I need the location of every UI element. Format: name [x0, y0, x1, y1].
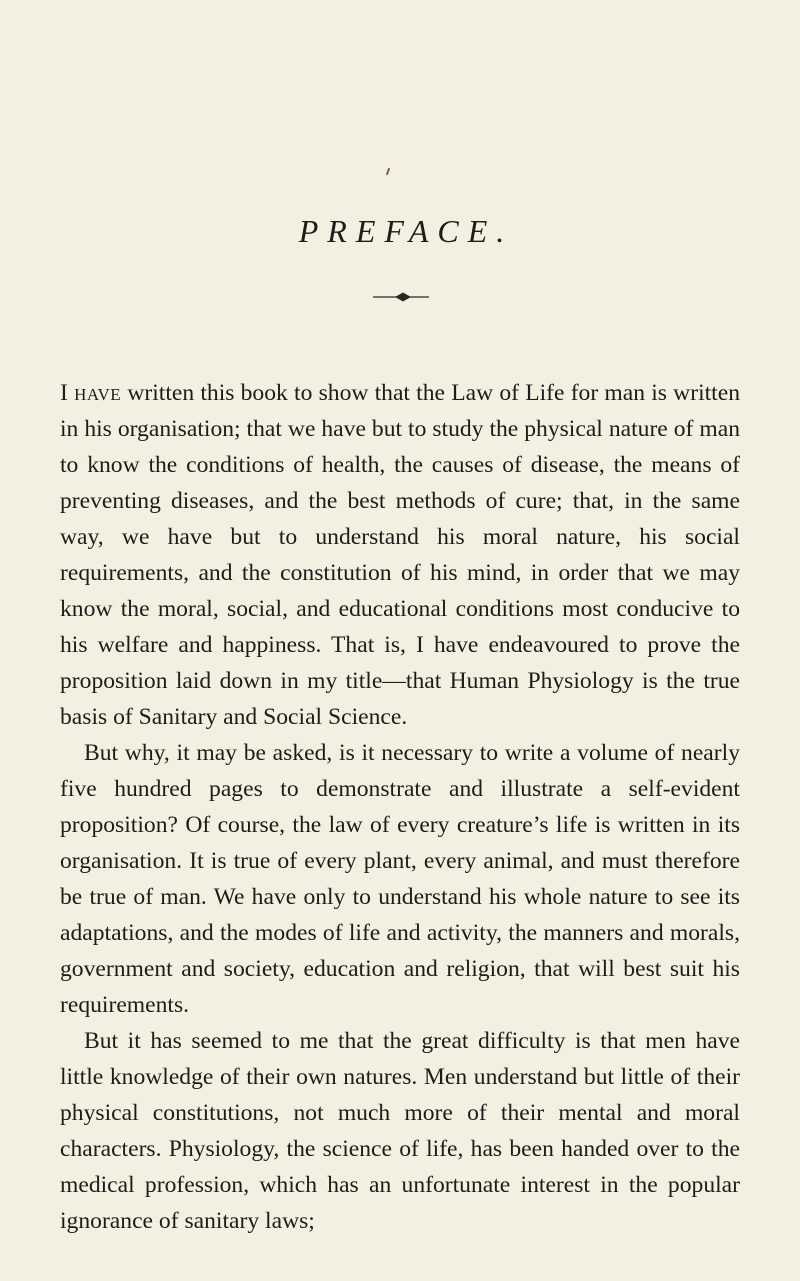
paragraph-3: But it has seemed to me that the great difficulty is that men have little knowledge of their own natures. Men understand but little of their physical constitutions, not much more of their mental and moral characters. Physiology, the science of life, has been handed over to the medical profession, which has an unfortunate interest in the popular ignorance of sanitary laws; — [60, 1028, 740, 1234]
page-title: PREFACE. — [298, 213, 514, 249]
ink-speck — [386, 168, 390, 175]
paragraph-1-text: written this book to show that the Law of Life for man is written in his organisation; that we have but to study the physical nature of man to know the conditions of health, the causes of disease, the means of preventing diseases, and the best methods of cure; that, in the same way, we have but to understand his moral nature, his social requirements, and the constitution of his mind, in order that we may know the moral, social, and educational conditions most conducive to his welfare and happiness. That is, I have endeavoured to prove the proposition laid down in my title—that Human Physiology is the true basis of Sanitary and Social Science. — [60, 380, 741, 730]
preface-body — [60, 375, 740, 1239]
paragraph-1-lead-small-caps: have — [74, 380, 122, 406]
diamond-rule-ornament — [371, 291, 431, 303]
paragraph-1-lead: I — [60, 380, 68, 406]
paragraph-2: But why, it may be asked, is it necessary to write a volume of nearly five hundred pages to demonstrate and illustrate a self-evident proposition? Of course, the law of every creature’s life is written in its organisation. It is true of every plant, every animal, and must therefore be true of man. We have only to understand his whole nature to see its adaptations, and the modes of life and activity, the manners and morals, government and society, education and religion, that will best suit his requirements. — [60, 740, 740, 1018]
paragraph-1 — [60, 375, 740, 735]
